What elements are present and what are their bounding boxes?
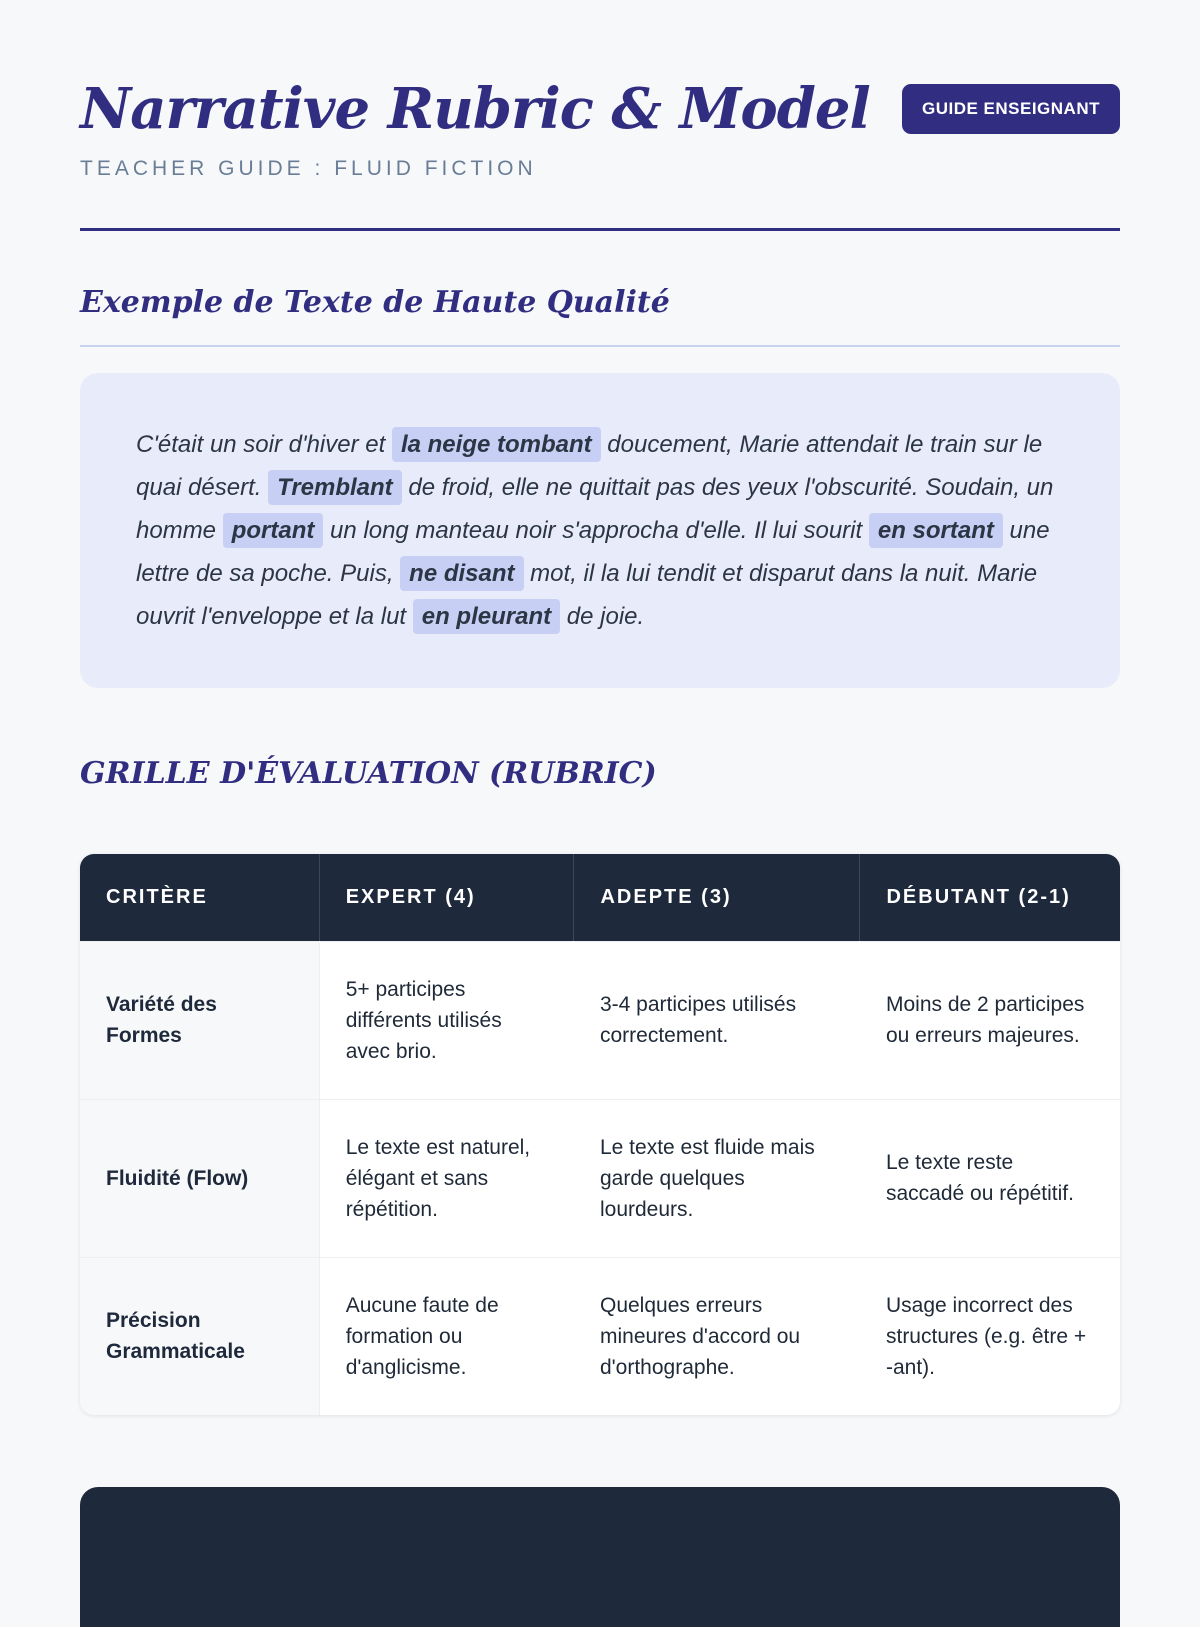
paragraph-text: doucement, Marie attendait le train sur le quai désert. (136, 430, 1043, 501)
header-divider (80, 228, 1120, 231)
example-section (80, 285, 1120, 688)
page-header (80, 78, 1120, 181)
criterion-cell: Précision Grammaticale (80, 1257, 319, 1415)
example-paragraph (136, 423, 1064, 638)
rubric-column-header: CRITÈRE (80, 854, 319, 942)
rubric-cell: Le texte est naturel, élégant et sans répétition. (319, 1099, 574, 1257)
criterion-cell: Variété des Formes (80, 941, 319, 1099)
page-subtitle: TEACHER GUIDE : FLUID FICTION (80, 156, 537, 180)
rubric-column-header: EXPERT (4) (319, 854, 574, 942)
rubric-row (80, 1099, 1120, 1257)
paragraph-text: un long manteau noir s'approcha d'elle. Il lui sourit (323, 516, 869, 544)
rubric-table-head (80, 854, 1120, 942)
highlighted-participle: ne disant (400, 556, 523, 591)
rubric-section-heading: GRILLE D'ÉVALUATION (RUBRIC) (80, 755, 657, 791)
highlighted-participle: en pleurant (413, 599, 560, 634)
rubric-table (80, 854, 1120, 1415)
highlighted-participle: la neige tombant (392, 427, 601, 462)
rubric-table-body (80, 941, 1120, 1415)
title-block (80, 78, 870, 181)
teacher-guide-badge: GUIDE ENSEIGNANT (902, 84, 1120, 134)
rubric-section (80, 756, 1120, 1415)
paragraph-text: une lettre de sa poche. Puis, (136, 516, 1050, 587)
rubric-cell: Le texte reste saccadé ou répétitif. (860, 1099, 1120, 1257)
highlighted-participle: Tremblant (268, 470, 402, 505)
highlighted-participle: en sortant (869, 513, 1003, 548)
footer-panel (80, 1487, 1120, 1627)
paragraph-text: de joie. (560, 602, 645, 630)
paragraph-text: de froid, elle ne quittait pas des yeux l'obscurité. Soudain, un homme (136, 473, 1054, 544)
criterion-cell: Fluidité (Flow) (80, 1099, 319, 1257)
rubric-column-header: ADEPTE (3) (574, 854, 860, 942)
rubric-cell: 5+ participes différents utilisés avec brio. (319, 941, 574, 1099)
rubric-cell: Le texte est fluide mais garde quelques lourdeurs. (574, 1099, 860, 1257)
highlighted-participle: portant (223, 513, 324, 548)
rubric-cell: Moins de 2 participes ou erreurs majeures. (860, 941, 1120, 1099)
rubric-row (80, 941, 1120, 1099)
rubric-cell: Quelques erreurs mineures d'accord ou d'orthographe. (574, 1257, 860, 1415)
rubric-cell: 3-4 participes utilisés correctement. (574, 941, 860, 1099)
example-text-box (80, 373, 1120, 688)
paragraph-text: mot, il la lui tendit et disparut dans la nuit. Marie ouvrit l'enveloppe et la lut (136, 559, 1038, 630)
example-section-heading: Exemple de Texte de Haute Qualité (80, 285, 1120, 347)
rubric-cell: Usage incorrect des structures (e.g. être + -ant). (860, 1257, 1120, 1415)
paragraph-text: C'était un soir d'hiver et (136, 430, 392, 458)
rubric-cell: Aucune faute de formation ou d'anglicisme. (319, 1257, 574, 1415)
rubric-header-row (80, 854, 1120, 942)
rubric-row (80, 1257, 1120, 1415)
rubric-table-card (80, 854, 1120, 1415)
rubric-column-header: DÉBUTANT (2-1) (860, 854, 1120, 942)
page-title: Narrative Rubric & Model (80, 76, 870, 142)
